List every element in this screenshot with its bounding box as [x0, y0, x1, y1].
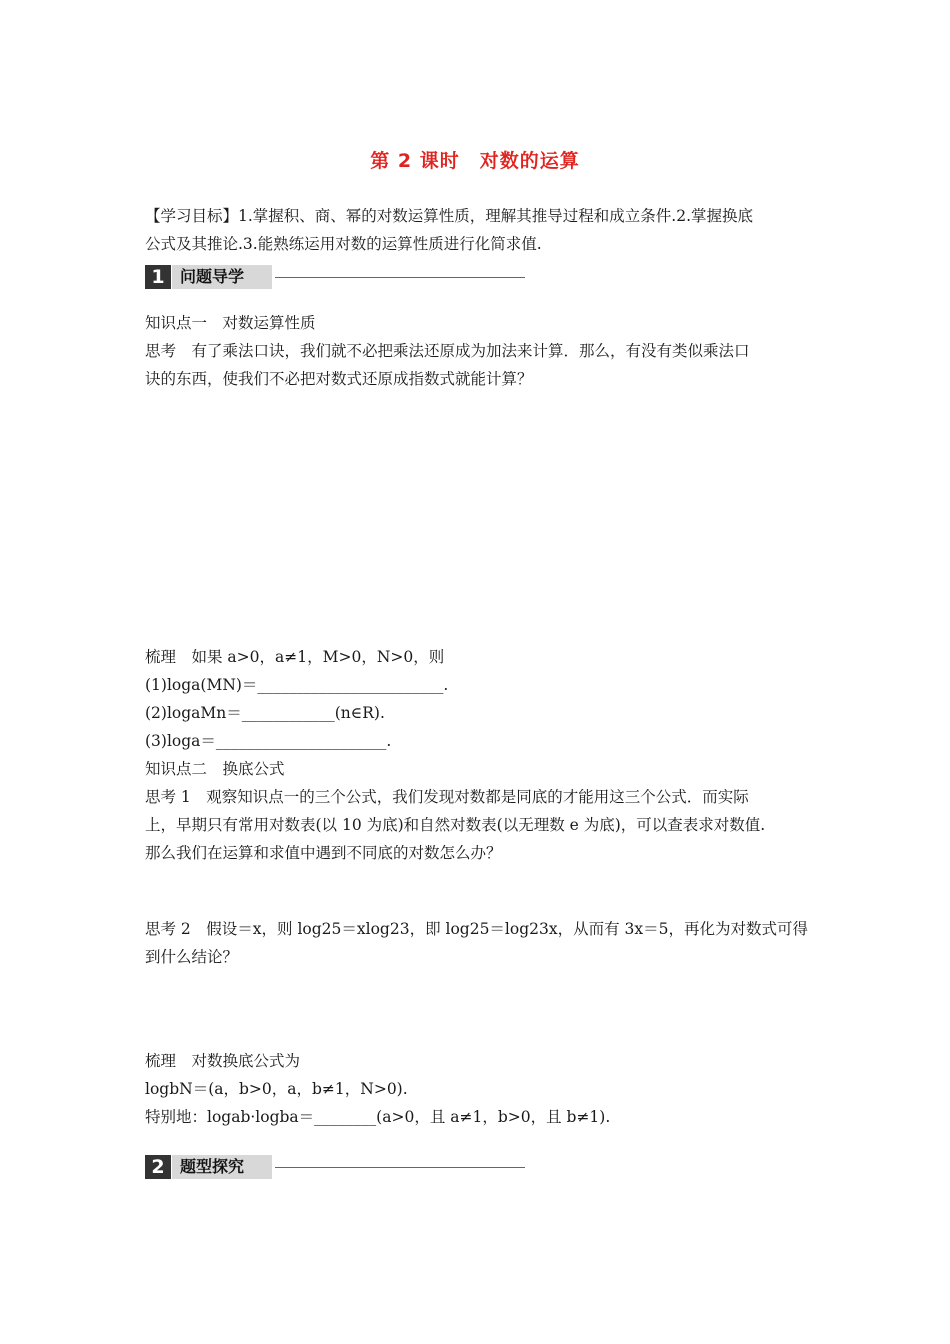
kp1-think-line-1: 思考 有了乘法口诀，我们就不必把乘法还原成为加法来计算．那么，有没有类似乘法口	[145, 342, 750, 360]
section-1-number: 1	[145, 265, 171, 289]
kp2-heading: 知识点二 换底公式	[145, 760, 285, 778]
kp2-think1-line-1: 思考 1 观察知识点一的三个公式，我们发现对数都是同底的才能用这三个公式．而实际	[145, 788, 749, 806]
kp1-formula-1: (1)loga(MN)＝________________________.	[145, 676, 449, 694]
section-2-rule	[275, 1167, 525, 1168]
kp1-formula-2: (2)logaMn＝____________(n∈R).	[145, 704, 385, 722]
objectives-line-2: 公式及其推论.3.能熟练运用对数的运算性质进行化简求值.	[145, 235, 542, 253]
kp1-heading: 知识点一 对数运算性质	[145, 314, 316, 332]
page-title: 第 2 课时 对数的运算	[370, 150, 580, 172]
kp2-special-case: 特别地：logab·logba＝________(a>0，且 a≠1，b>0，且 b≠1).	[145, 1108, 611, 1126]
kp2-think1-line-3: 那么我们在运算和求值中遇到不同底的对数怎么办？	[145, 844, 502, 862]
kp1-think-line-2: 诀的东西，使我们不必把对数式还原成指数式就能计算？	[145, 370, 533, 388]
kp2-change-of-base-formula: logbN＝(a，b>0，a，b≠1，N>0).	[145, 1080, 408, 1098]
kp2-summary: 梳理 对数换底公式为	[145, 1052, 301, 1070]
section-1-rule	[275, 277, 525, 278]
kp2-think1-line-2: 上，早期只有常用对数表(以 10 为底)和自然对数表(以无理数 e 为底)，可以查表求对数值.	[145, 816, 766, 834]
objectives-line-1	[145, 206, 753, 226]
section-2-title: 题型探究	[172, 1155, 272, 1179]
section-2-number: 2	[145, 1155, 171, 1179]
objectives-label: 【学习目标】	[145, 207, 239, 225]
section-1-title: 问题导学	[172, 265, 272, 289]
kp1-summary: 梳理 如果 a>0，a≠1，M>0，N>0，则	[145, 648, 445, 666]
kp1-formula-3: (3)loga＝______________________.	[145, 732, 392, 750]
kp2-think2-line-2: 到什么结论？	[145, 948, 239, 966]
objectives-text-1: 1.掌握积、商、幂的对数运算性质，理解其推导过程和成立条件.2.掌握换底	[238, 207, 754, 225]
kp2-think2-line-1: 思考 2 假设＝x，则 log25＝xlog23，即 log25＝log23x，从而有 3x＝5，再化为对数式可得	[145, 920, 808, 938]
